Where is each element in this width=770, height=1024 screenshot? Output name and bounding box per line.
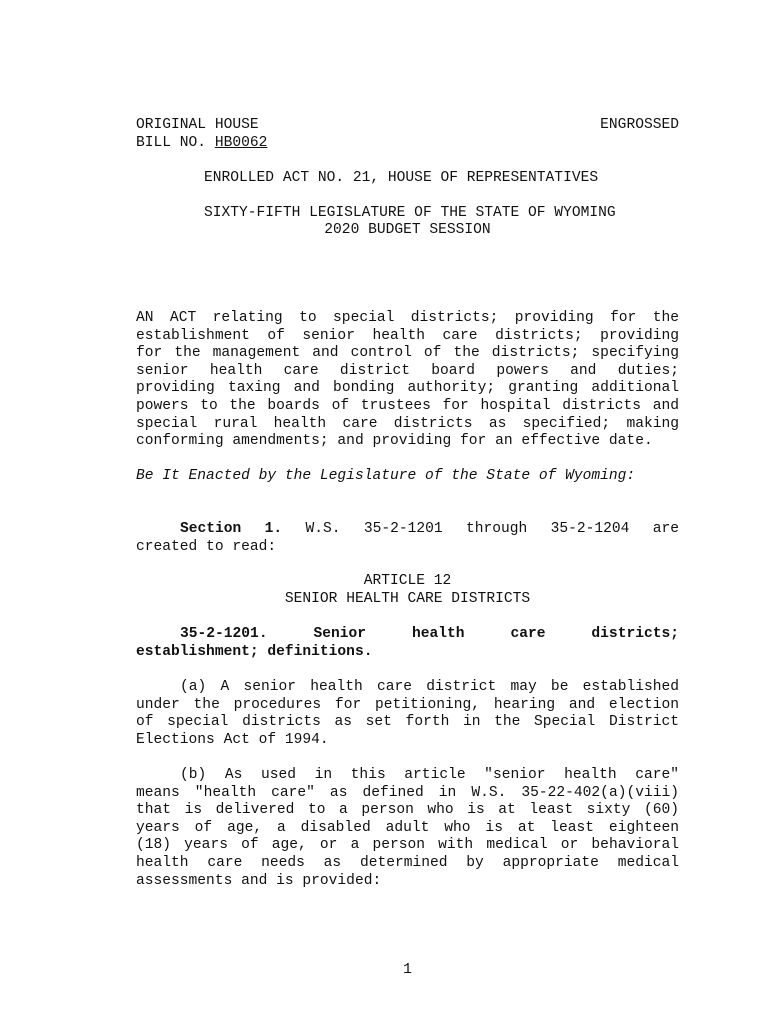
act-title-line: senior health care district board powers and duties; — [136, 362, 679, 379]
act-title-line: AN ACT relating to special districts; providing for the — [136, 310, 679, 326]
section-1-text: W.S. 35-2-1201 through 35-2-1204 are — [305, 521, 679, 537]
section-1-line — [180, 521, 679, 539]
bill-no-value: HB0062 — [214, 135, 268, 151]
legislature-title: SIXTY-FIFTH LEGISLATURE OF THE STATE OF WYOMING — [204, 205, 616, 221]
paragraph-line: means "health care" as defined in W.S. 35-22-402(a)(viii) — [136, 784, 679, 801]
paragraph-line: Elections Act of 1994. — [136, 731, 329, 748]
paragraph-line: (a) A senior health care district may be established — [180, 679, 679, 695]
paragraph-line: under the procedures for petitioning, hearing and election — [136, 696, 679, 713]
paragraph-line: health care needs as determined by appropriate medical — [136, 855, 679, 871]
enrolled-act-title: ENROLLED ACT NO. 21, HOUSE OF REPRESENTATIVES — [204, 170, 599, 186]
paragraph-line: (18) years of age, or a person with medical or behavioral — [136, 837, 679, 854]
bill-no-label: BILL NO. — [136, 135, 207, 151]
paragraph-line: that is delivered to a person who is at least sixty (60) — [136, 802, 679, 819]
paragraph-line: (b) As used in this article "senior health care" — [180, 767, 679, 783]
act-title-line: for the management and control of the districts; specifying — [136, 345, 679, 362]
act-title-line: providing taxing and bonding authority; granting additional — [136, 380, 679, 397]
original-house-label: ORIGINAL HOUSE — [136, 117, 259, 133]
act-title-line: establishment of senior health care districts; providing — [136, 327, 679, 344]
subsection-heading: 35-2-1201. Senior health care districts; — [180, 626, 679, 642]
act-title-line: special rural health care districts as specified; making — [136, 415, 679, 432]
article-title: SENIOR HEALTH CARE DISTRICTS — [284, 591, 531, 607]
engrossed-label: ENGROSSED — [600, 117, 679, 133]
page-number: 1 — [403, 962, 412, 978]
bill-number-line — [136, 135, 267, 151]
paragraph-line: years of age, a disabled adult who is at least eighteen — [136, 819, 679, 836]
act-title-line: powers to the boards of trustees for hospital districts and — [136, 398, 679, 414]
section-1-label: Section 1. — [180, 521, 283, 537]
enacting-clause: Be It Enacted by the Legislature of the State of Wyoming: — [136, 468, 636, 484]
section-1-line: created to read: — [136, 538, 277, 555]
article-number: ARTICLE 12 — [363, 573, 452, 589]
paragraph-line: of special districts as set forth in the Special District — [136, 714, 679, 731]
act-title-line: conforming amendments; and providing for an effective date. — [136, 433, 653, 450]
session-title: 2020 BUDGET SESSION — [324, 222, 491, 238]
subsection-heading: establishment; definitions. — [136, 643, 373, 660]
paragraph-line: assessments and is provided: — [136, 872, 382, 889]
